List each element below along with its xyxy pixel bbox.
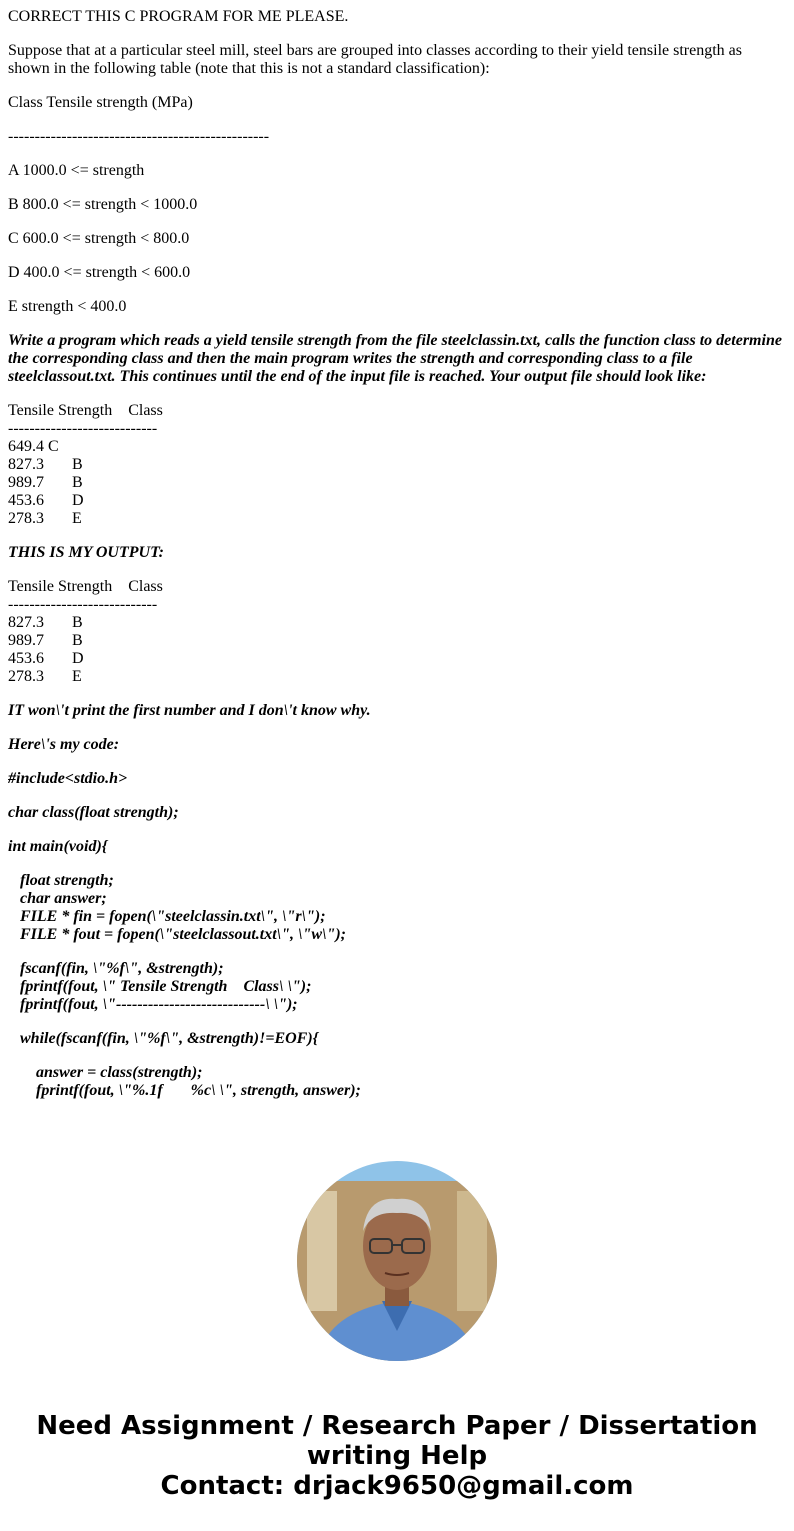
class-row-c: C 600.0 <= strength < 800.0 bbox=[8, 230, 190, 247]
class-row-a: A 1000.0 <= strength bbox=[8, 162, 145, 179]
class-row-e: E strength < 400.0 bbox=[8, 298, 127, 315]
task-description: Write a program which reads a yield tensile strength from the file steelclassin.txt, calls the function class to determine the corresponding class and then the main program writes the strength and corresponding class to a file steelclassout.txt. This continues until the end of the input file is reached. Your output file should look like: bbox=[8, 332, 782, 385]
class-row-b: B 800.0 <= strength < 1000.0 bbox=[8, 196, 198, 213]
output-line: 649.4 C bbox=[8, 438, 59, 455]
code-group bbox=[8, 960, 786, 1014]
code-line: fprintf(fout, \"%.1f %c\ \", strength, answer); bbox=[8, 1082, 361, 1099]
code-line: fprintf(fout, \"----------------------------\ \"); bbox=[8, 996, 298, 1013]
output-line: 827.3 B bbox=[8, 614, 83, 631]
table-header: Class Tensile strength (MPa) bbox=[8, 94, 193, 111]
code-line: while(fscanf(fin, \"%f\", &strength)!=EOF){ bbox=[8, 1030, 319, 1047]
code-line: char answer; bbox=[8, 890, 107, 907]
output-line: 827.3 B bbox=[8, 456, 83, 473]
code-group bbox=[8, 1030, 786, 1048]
output-line: Tensile Strength Class bbox=[8, 578, 163, 595]
code-line: FILE * fin = fopen(\"steelclassin.txt\", \"r\"); bbox=[8, 908, 326, 925]
code-line: answer = class(strength); bbox=[8, 1064, 203, 1081]
intro-paragraph: Suppose that at a particular steel mill, steel bars are grouped into classes according to their yield tensile strength as shown in the following table (note that this is not a standard classification): bbox=[8, 42, 742, 77]
code-line: int main(void){ bbox=[8, 838, 108, 855]
code-line: fscanf(fin, \"%f\", &strength); bbox=[8, 960, 224, 977]
code-line: float strength; bbox=[8, 872, 114, 889]
table-rule: ------------------------------------------------- bbox=[8, 128, 270, 145]
question-title: CORRECT THIS C PROGRAM FOR ME PLEASE. bbox=[8, 8, 349, 25]
code-group bbox=[8, 804, 786, 822]
document bbox=[0, 8, 794, 1100]
output-line: 278.3 E bbox=[8, 510, 82, 527]
output-line: ---------------------------- bbox=[8, 596, 158, 613]
footer-line-2: writing Help bbox=[306, 1441, 488, 1471]
output-line: 278.3 E bbox=[8, 668, 82, 685]
output-line: 989.7 B bbox=[8, 632, 83, 649]
code-line: char class(float strength); bbox=[8, 804, 179, 821]
code-group bbox=[8, 872, 786, 944]
code-group bbox=[8, 838, 786, 856]
author-photo bbox=[297, 1161, 497, 1361]
my-output-label: THIS IS MY OUTPUT: bbox=[8, 544, 164, 561]
code-block bbox=[8, 770, 786, 1100]
code-line: fprintf(fout, \" Tensile Strength Class\ \"); bbox=[8, 978, 312, 995]
code-intro: Here\'s my code: bbox=[8, 736, 120, 753]
footer-contact: Contact: drjack9650@gmail.com bbox=[160, 1471, 634, 1501]
footer-banner bbox=[0, 1411, 794, 1501]
footer-line-1: Need Assignment / Research Paper / Dissertation bbox=[36, 1411, 758, 1441]
output-line: Tensile Strength Class bbox=[8, 402, 163, 419]
code-group bbox=[8, 770, 786, 788]
code-group bbox=[8, 1064, 786, 1100]
code-line: FILE * fout = fopen(\"steelclassout.txt\", \"w\"); bbox=[8, 926, 346, 943]
code-line: #include<stdio.h> bbox=[8, 770, 128, 787]
output-line: 453.6 D bbox=[8, 492, 84, 509]
person-photo-icon bbox=[297, 1161, 497, 1361]
my-output bbox=[8, 578, 786, 686]
output-line: ---------------------------- bbox=[8, 420, 158, 437]
output-line: 453.6 D bbox=[8, 650, 84, 667]
output-line: 989.7 B bbox=[8, 474, 83, 491]
class-row-d: D 400.0 <= strength < 600.0 bbox=[8, 264, 191, 281]
expected-output bbox=[8, 402, 786, 528]
problem-statement: IT won\'t print the first number and I don\'t know why. bbox=[8, 702, 371, 719]
